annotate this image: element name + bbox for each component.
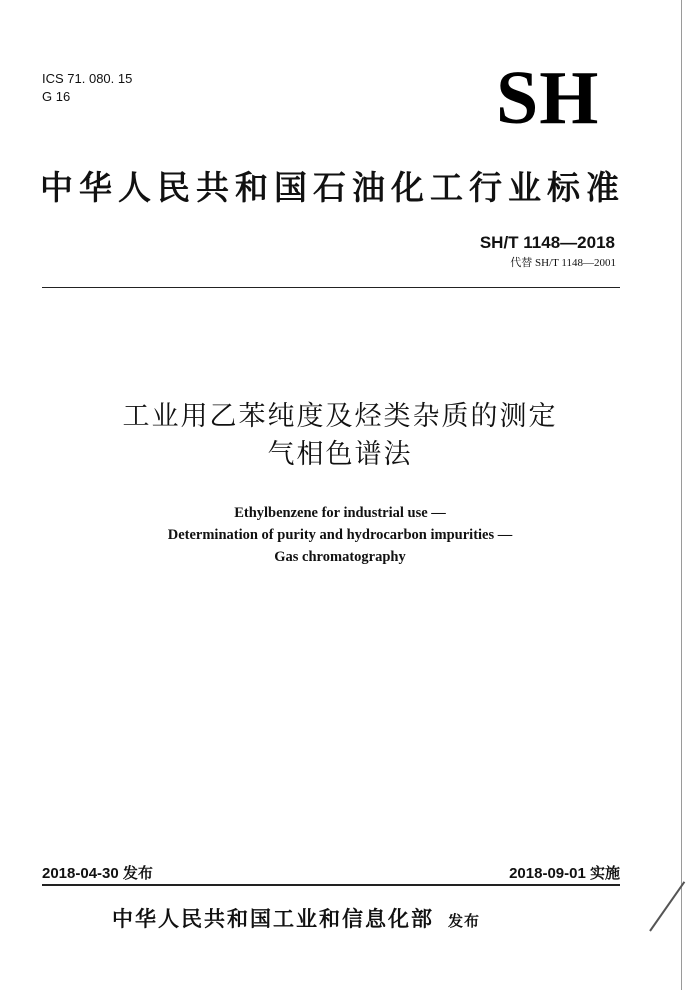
- chinese-title-line-2: 气相色谱法: [267, 439, 413, 470]
- standard-body-title: 中华人民共和国石油化工行业标准: [40, 168, 625, 207]
- issue-date: 2018-04-30 发布: [42, 865, 153, 882]
- replaces-standard: 代替 SH/T 1148—2001: [510, 257, 616, 269]
- scan-edge-line: [681, 0, 682, 990]
- header-divider: [42, 287, 620, 288]
- publisher-suffix: 发布: [448, 912, 481, 930]
- english-title-line-3: Gas chromatography: [274, 549, 406, 565]
- chinese-title-line-1: 工业用乙苯纯度及烃类杂质的测定: [122, 401, 558, 432]
- publisher-line: [112, 904, 480, 936]
- footer-divider: [42, 884, 620, 886]
- ics-code: ICS 71. 080. 15: [42, 71, 133, 86]
- english-title-line-1: Ethylbenzene for industrial use —: [234, 505, 446, 521]
- classification-block: [42, 70, 132, 106]
- sh-logo: SH: [496, 56, 600, 140]
- ccs-code: G 16: [42, 89, 71, 104]
- implementation-date: 2018-09-01 实施: [509, 865, 620, 882]
- english-title-line-2: Determination of purity and hydrocarbon impurities —: [167, 527, 513, 543]
- chinese-title: [0, 398, 680, 474]
- scan-corner-mark: [649, 881, 685, 931]
- english-title: [0, 502, 680, 568]
- publisher-name: 中华人民共和国工业和信息化部: [112, 907, 434, 931]
- standard-number: SH/T 1148—2018: [479, 233, 615, 252]
